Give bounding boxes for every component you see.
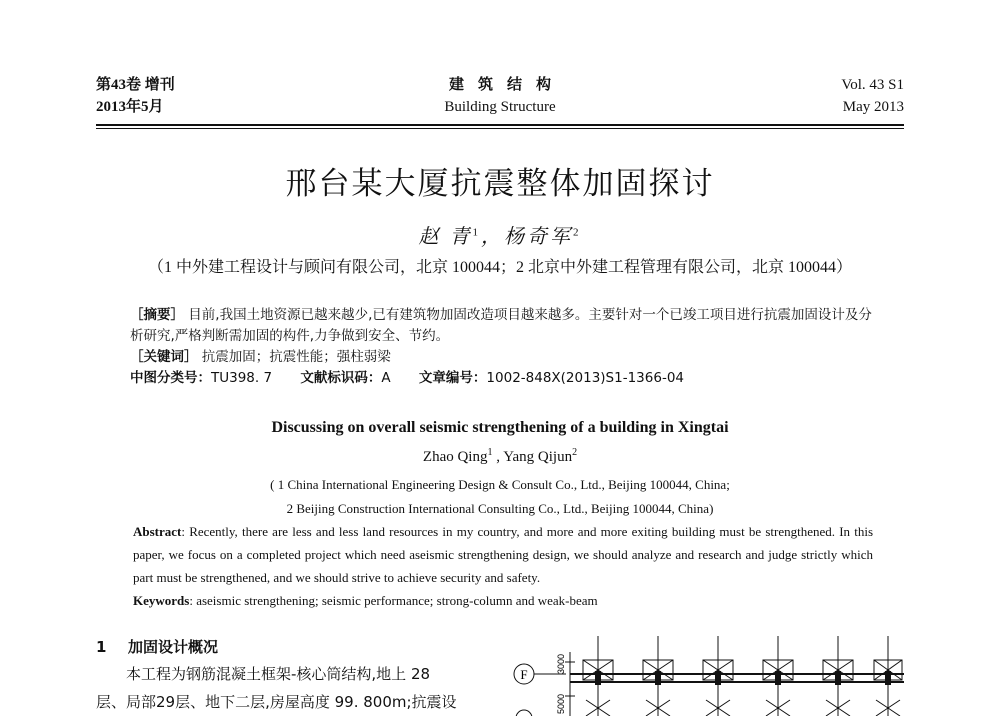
section-1-line-1: 本工程为钢筋混凝土框架-核心筒结构,地上 28 bbox=[126, 665, 431, 683]
paper-title-en: Discussing on overall seismic strengthening of a building in Xingtai bbox=[271, 419, 729, 436]
affiliation-zh: （1 中外建工程设计与顾问有限公司，北京 100044；2 北京中外建工程管理有限公司，北京 100044） bbox=[147, 259, 852, 276]
affiliation-en-line-2: 2 Beijing Construction International Consulting Co., Ltd., Beijing 100044, China) bbox=[286, 501, 714, 516]
article-no-group bbox=[419, 370, 684, 386]
doc-code-label: 文献标识码： bbox=[300, 370, 382, 386]
author-2: 杨奇军 bbox=[504, 226, 573, 248]
section-1-heading bbox=[96, 636, 218, 657]
classification-line bbox=[130, 368, 872, 389]
volume-en: Vol. 43 S1 bbox=[841, 77, 904, 93]
dimension-label-2: 5000 bbox=[556, 693, 566, 714]
journal-volume-en bbox=[841, 74, 904, 118]
volume-issue: 第43卷 增刊 bbox=[96, 77, 175, 93]
keywords-en bbox=[133, 589, 873, 612]
clc-label: 中图分类号： bbox=[130, 370, 211, 386]
publication-date-en: May 2013 bbox=[842, 99, 904, 115]
keywords-zh-label: ［关键词］ bbox=[130, 349, 198, 365]
column-marker bbox=[835, 671, 841, 685]
abstract-en-label: Abstract bbox=[133, 524, 182, 539]
author-1-en: Zhao Qing bbox=[422, 449, 488, 465]
authors-zh bbox=[0, 220, 1000, 249]
section-1-line-2: 层、局部29层、地下二层,房屋高度 99. 800m;抗震设 bbox=[96, 693, 457, 711]
author-1-en-affil-mark: 1 bbox=[487, 447, 493, 458]
article-no-label: 文章编号： bbox=[418, 370, 487, 386]
abstract-en bbox=[133, 520, 873, 612]
abstract-zh bbox=[130, 305, 872, 389]
dimension-label-1: 3000 bbox=[556, 653, 566, 674]
paper-title-zh: 邢台某大厦抗震整体加固探讨 bbox=[285, 166, 715, 202]
figure-grid bbox=[565, 636, 904, 716]
affiliation-en-line-1: ( 1 China International Engineering Design & Consult Co., Ltd., Beijing 100044, China; bbox=[270, 477, 730, 492]
doc-code-group bbox=[300, 370, 390, 386]
affiliation-en bbox=[0, 473, 1000, 521]
abstract-zh-para bbox=[130, 305, 872, 347]
author-1-affil-mark: 1 bbox=[472, 226, 481, 239]
keywords-en-label: Keywords bbox=[133, 593, 190, 608]
section-1-body bbox=[96, 660, 491, 716]
header-rule-thick bbox=[96, 124, 904, 126]
header-rule-thin bbox=[96, 128, 904, 129]
author-2-en-affil-mark: 2 bbox=[572, 447, 578, 458]
clc-value: TU398. 7 bbox=[211, 370, 273, 386]
axis-label: F bbox=[520, 667, 528, 682]
journal-name bbox=[96, 74, 904, 118]
keywords-en-text: : aseismic strengthening; seismic performance; strong-column and weak-beam bbox=[189, 593, 598, 608]
author-2-en: Yang Qijun bbox=[503, 449, 573, 465]
running-header bbox=[96, 74, 904, 122]
keywords-zh-text: 抗震加固；抗震性能；强柱弱梁 bbox=[201, 349, 391, 365]
column-marker bbox=[715, 671, 721, 685]
section-1-title: 加固设计概况 bbox=[128, 638, 219, 656]
column-marker bbox=[595, 671, 601, 685]
column-marker bbox=[655, 671, 661, 685]
column-marker bbox=[775, 671, 781, 685]
abstract-zh-label: ［摘要］ bbox=[130, 307, 184, 323]
abstract-en-para bbox=[133, 520, 873, 589]
author-2-affil-mark: 2 bbox=[573, 226, 582, 239]
article-no-value: 1002-848X(2013)S1-1366-04 bbox=[486, 370, 684, 386]
keywords-zh bbox=[130, 347, 872, 368]
author-en-separator: , bbox=[492, 449, 504, 465]
journal-name-en: Building Structure bbox=[444, 99, 556, 115]
abstract-en-text: : Recently, there are less and less land resources in my country, and more and more exiting building must be strengthened. In this paper, we focus on a completed project which need aseismic strengthening design, we should analyze and research and judge strictly which part must be strengthened, and we should strive to achieve security and safety. bbox=[133, 524, 873, 585]
abstract-zh-text: 目前,我国土地资源已越来越少,已有建筑物加固改造项目越来越多。主要针对一个已竣工项目进行抗震加固设计及分析研究,严格判断需加固的构件,力争做到安全、节约。 bbox=[130, 307, 872, 344]
column-marker bbox=[885, 671, 891, 685]
structural-plan-figure bbox=[510, 632, 904, 716]
axis-bubble-lower bbox=[516, 710, 532, 716]
doc-code-value: A bbox=[381, 370, 391, 386]
section-1-number: 1 bbox=[96, 638, 107, 656]
author-1: 赵 青 bbox=[418, 226, 473, 248]
journal-name-zh: 建筑结构 bbox=[448, 77, 565, 93]
author-separator: ， bbox=[481, 226, 504, 248]
clc-group bbox=[130, 370, 272, 386]
publication-date-zh: 2013年5月 bbox=[96, 99, 164, 115]
authors-en bbox=[0, 447, 1000, 466]
